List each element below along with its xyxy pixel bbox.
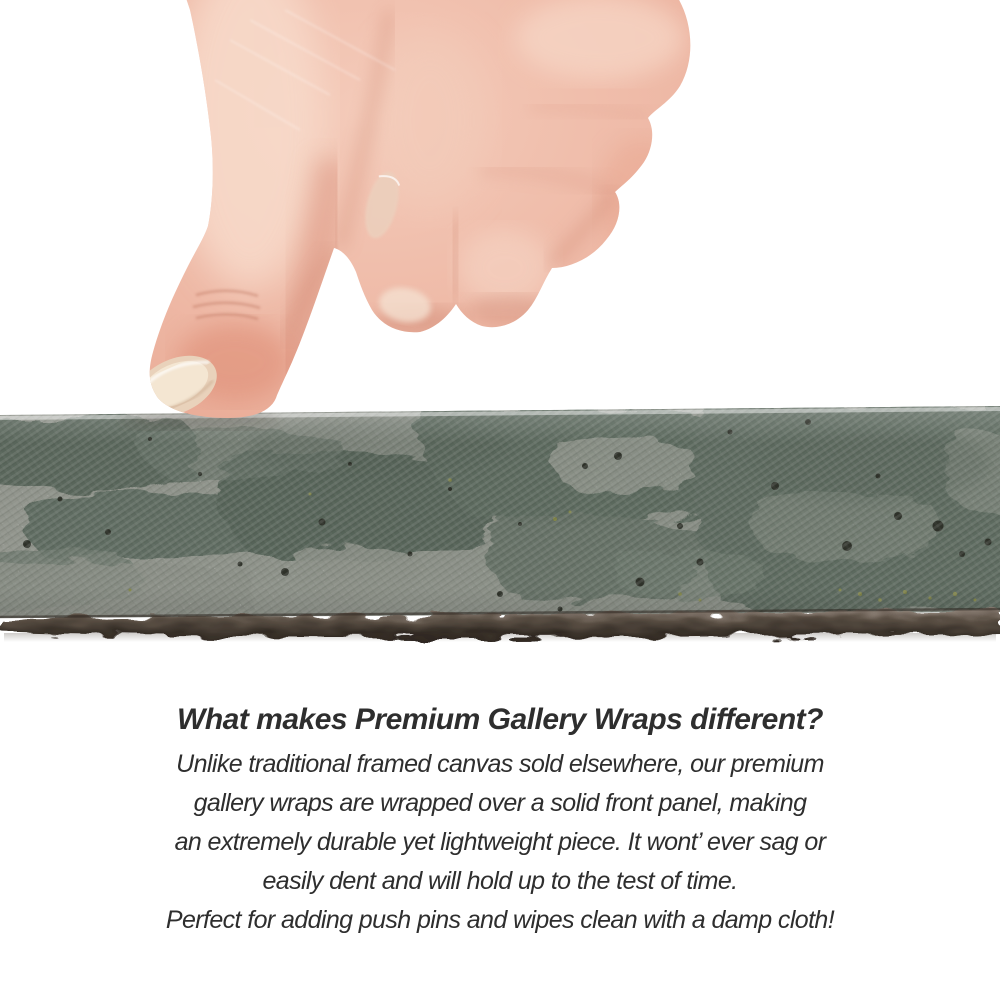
copy-line-5: Perfect for adding push pins and wipes clean with a damp cloth! bbox=[165, 906, 835, 934]
copy-line-3: an extremely durable yet lightweight piece. It wont’ ever sag or bbox=[174, 828, 826, 856]
strip-ground-shadow bbox=[4, 633, 996, 642]
hand-graphic bbox=[0, 0, 1000, 422]
copy-block bbox=[0, 700, 1000, 940]
canvas-texture bbox=[0, 404, 1000, 620]
canvas-wrap-edge-photo bbox=[0, 404, 1000, 644]
copy-heading: What makes Premium Gallery Wraps different? bbox=[177, 703, 823, 736]
copy-line-1: Unlike traditional framed canvas sold elsewhere, our premium bbox=[176, 750, 824, 778]
hand-photo bbox=[0, 0, 1000, 422]
canvas-strip-graphic bbox=[0, 404, 1000, 644]
hand-silhouette bbox=[120, 0, 720, 422]
copy-line-4: easily dent and will hold up to the test of time. bbox=[262, 867, 738, 895]
copy-line-2: gallery wraps are wrapped over a solid front panel, making bbox=[193, 789, 807, 817]
